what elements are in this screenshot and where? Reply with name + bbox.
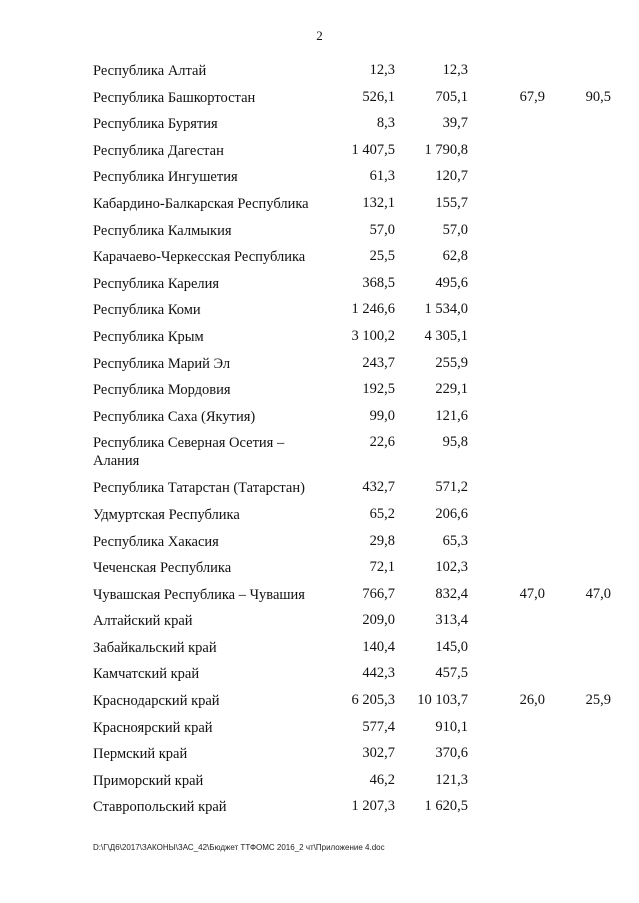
- table-row: [0, 475, 639, 502]
- table-row: [0, 661, 639, 688]
- page-number: 2: [316, 28, 323, 43]
- value-col-1: 766,7: [362, 585, 395, 602]
- value-col-3: 26,0: [519, 692, 545, 709]
- value-col-2: 4 305,1: [424, 327, 468, 344]
- value-col-1: 368,5: [362, 274, 395, 291]
- value-col-2: 571,2: [435, 479, 468, 496]
- region-name: Краснодарский край: [93, 693, 220, 710]
- footer-file-path: D:\Г\Д6\2017\ЗАКОНЫ\ЗАС_42\Бюджет ТТФОМС 2016_2 чт\Приложение 4.doc: [93, 843, 385, 852]
- table-row: [0, 502, 639, 529]
- table-row: [0, 351, 639, 378]
- table-row: [0, 404, 639, 431]
- region-name: Республика Ингушетия: [93, 169, 238, 186]
- value-col-2: 65,3: [442, 532, 468, 549]
- table-row: [0, 715, 639, 742]
- table: [0, 58, 639, 821]
- region-name: Республика Калмыкия: [93, 222, 232, 239]
- region-name: Республика Дагестан: [93, 142, 224, 159]
- region-name: Приморский край: [93, 772, 204, 789]
- table-row: [0, 164, 639, 191]
- table-row: [0, 768, 639, 795]
- value-col-2: 1 534,0: [424, 301, 468, 318]
- region-name: Республика Бурятия: [93, 116, 218, 133]
- table-row: [0, 271, 639, 298]
- value-col-2: 121,6: [435, 407, 468, 424]
- table-row: [0, 58, 639, 85]
- region-name: Чувашская Республика – Чувашия: [93, 586, 305, 603]
- value-col-1: 1 207,3: [351, 798, 395, 815]
- region-name: Красноярский край: [93, 719, 213, 736]
- region-name: Республика Алтай: [93, 63, 207, 79]
- value-col-2: 1 620,5: [424, 798, 468, 815]
- value-col-2: 145,0: [435, 638, 468, 655]
- region-name: Республика Саха (Якутия): [93, 408, 256, 425]
- table-row: [0, 430, 639, 475]
- region-name: Республика Башкортостан: [93, 89, 256, 106]
- region-name: Чеченская Республика: [93, 560, 232, 577]
- value-col-2: 155,7: [435, 194, 468, 211]
- value-col-2: 229,1: [435, 381, 468, 398]
- value-col-1: 302,7: [362, 745, 395, 762]
- region-name: Кабардино-Балкарская Республика: [93, 195, 309, 212]
- value-col-2: 832,4: [435, 585, 468, 602]
- value-col-4: 25,9: [585, 692, 611, 709]
- value-col-4: 90,5: [585, 88, 611, 105]
- value-col-2: 313,4: [435, 612, 468, 629]
- value-col-3: 47,0: [519, 585, 545, 602]
- value-col-2: 1 790,8: [424, 141, 468, 158]
- table-row: [0, 688, 639, 715]
- value-col-1: 25,5: [369, 248, 395, 265]
- value-col-1: 99,0: [369, 407, 395, 424]
- value-col-1: 209,0: [362, 612, 395, 629]
- value-col-2: 39,7: [442, 115, 468, 132]
- value-col-2: 206,6: [435, 505, 468, 522]
- region-name: Удмуртская Республика: [93, 506, 240, 523]
- table-row: [0, 555, 639, 582]
- table-row: [0, 138, 639, 165]
- value-col-1: 3 100,2: [351, 327, 395, 344]
- value-col-2: 10 103,7: [417, 692, 468, 709]
- value-col-1: 192,5: [362, 381, 395, 398]
- table-row: [0, 218, 639, 245]
- region-name: Пермский край: [93, 746, 188, 763]
- value-col-4: 47,0: [585, 585, 611, 602]
- region-name: Республика Марий Эл: [93, 355, 231, 372]
- region-name: Республика Коми: [93, 302, 201, 319]
- value-col-2: 62,8: [442, 248, 468, 265]
- value-col-1: 1 407,5: [351, 141, 395, 158]
- table-row: [0, 741, 639, 768]
- region-name: Карачаево-Черкесская Республика: [93, 249, 306, 266]
- value-col-1: 243,7: [362, 354, 395, 371]
- region-name: Республика Татарстан (Татарстан): [93, 480, 305, 497]
- value-col-2: 705,1: [435, 88, 468, 105]
- value-col-2: 102,3: [435, 559, 468, 576]
- value-col-2: 12,3: [442, 62, 468, 78]
- region-name: Республика Карелия: [93, 275, 220, 292]
- value-col-1: 22,6: [369, 434, 395, 451]
- region-name: Камчатский край: [93, 666, 200, 683]
- table-row: [0, 608, 639, 635]
- value-col-1: 72,1: [369, 559, 395, 576]
- value-col-2: 121,3: [435, 771, 468, 788]
- value-col-1: 1 246,6: [351, 301, 395, 318]
- region-name: Алтайский край: [93, 613, 193, 630]
- value-col-2: 57,0: [442, 221, 468, 238]
- value-col-2: 495,6: [435, 274, 468, 291]
- table-row: [0, 244, 639, 271]
- value-col-2: 370,6: [435, 745, 468, 762]
- value-col-1: 577,4: [362, 718, 395, 735]
- table-row: [0, 635, 639, 662]
- value-col-2: 95,8: [442, 434, 468, 451]
- value-col-1: 132,1: [362, 194, 395, 211]
- table-row: [0, 191, 639, 218]
- region-name: Ставропольский край: [93, 799, 227, 816]
- value-col-1: 6 205,3: [351, 692, 395, 709]
- value-col-1: 432,7: [362, 479, 395, 496]
- value-col-1: 29,8: [369, 532, 395, 549]
- table-row: [0, 582, 639, 609]
- region-name: Республика Северная Осетия – Алания: [93, 435, 285, 470]
- value-col-1: 61,3: [369, 168, 395, 185]
- value-col-1: 526,1: [362, 88, 395, 105]
- table-row: [0, 85, 639, 112]
- value-col-1: 140,4: [362, 638, 395, 655]
- region-name: Республика Хакасия: [93, 533, 219, 550]
- table-row: [0, 297, 639, 324]
- value-col-2: 910,1: [435, 718, 468, 735]
- value-col-1: 442,3: [362, 665, 395, 682]
- value-col-1: 65,2: [369, 505, 395, 522]
- table-row: [0, 111, 639, 138]
- value-col-2: 120,7: [435, 168, 468, 185]
- value-col-2: 457,5: [435, 665, 468, 682]
- table-row: [0, 324, 639, 351]
- value-col-1: 57,0: [369, 221, 395, 238]
- region-name: Забайкальский край: [93, 639, 217, 656]
- value-col-1: 12,3: [369, 62, 395, 78]
- value-col-2: 255,9: [435, 354, 468, 371]
- table-row: [0, 529, 639, 556]
- value-col-1: 46,2: [369, 771, 395, 788]
- table-row: [0, 794, 639, 821]
- value-col-3: 67,9: [519, 88, 545, 105]
- region-name: Республика Мордовия: [93, 382, 231, 399]
- value-col-1: 8,3: [376, 115, 395, 132]
- table-row: [0, 377, 639, 404]
- region-name: Республика Крым: [93, 328, 204, 345]
